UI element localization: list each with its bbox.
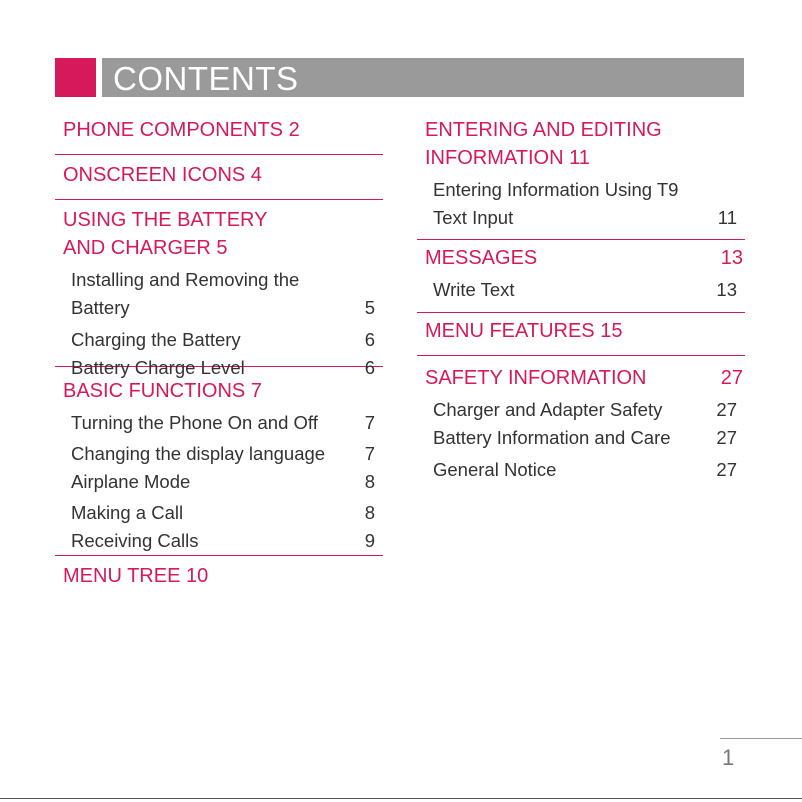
toc-item-list: [55, 262, 383, 382]
toc-section: [55, 108, 383, 155]
toc-section-page: 27: [720, 367, 743, 389]
toc-section-title[interactable]: [417, 240, 745, 272]
toc-item[interactable]: [71, 468, 375, 496]
toc-section: [417, 356, 745, 484]
toc-item-list: [55, 405, 383, 555]
toc-item-label: Installing and Removing the Battery: [71, 269, 300, 318]
toc-section-page: 13: [720, 247, 743, 269]
toc-section: [55, 200, 383, 378]
toc-section-title[interactable]: [417, 108, 675, 172]
toc-section-title-text: PHONE COMPONENTS 2: [63, 119, 300, 141]
toc-column-left: [55, 108, 383, 590]
toc-item-list: [417, 272, 745, 304]
toc-section-title-text: ONSCREEN ICONS 4: [63, 164, 262, 186]
header-accent-square: [55, 58, 96, 97]
toc-item-page: 9: [364, 530, 375, 551]
toc-section-title[interactable]: [417, 313, 745, 345]
toc-section: [55, 556, 383, 590]
toc-section-title[interactable]: [417, 356, 745, 392]
toc-item-page: 27: [716, 459, 737, 480]
toc-item-label: Turning the Phone On and Off: [71, 412, 318, 433]
toc-section-title[interactable]: [55, 155, 383, 189]
header-bar: [102, 58, 744, 97]
toc-section-title-text: MESSAGES: [425, 247, 538, 269]
toc-item[interactable]: [71, 527, 375, 555]
toc-column-right: [417, 108, 745, 484]
toc-item-label: Battery Information and Care: [433, 427, 671, 448]
toc-section-title[interactable]: [55, 200, 313, 262]
toc-item-label: General Notice: [433, 459, 557, 480]
toc-item-label: Write Text: [433, 279, 515, 300]
toc-item-label: Battery Charge Level: [71, 357, 245, 378]
page-number: 1: [722, 745, 735, 770]
toc-section: [417, 313, 745, 356]
toc-item-page: 8: [364, 471, 375, 492]
toc-section-title-text: MENU FEATURES 15: [425, 320, 623, 342]
toc-item-page: 6: [364, 329, 375, 350]
toc-section: [417, 240, 745, 313]
bottom-border: [0, 798, 802, 799]
toc-item[interactable]: [433, 456, 737, 484]
toc-item-label: Changing the display language: [71, 443, 326, 464]
toc-section-title[interactable]: [55, 108, 383, 144]
toc-section: [417, 108, 745, 240]
page-title: CONTENTS: [113, 60, 299, 97]
toc-item-page: 8: [364, 502, 375, 523]
page-number-rule: [720, 738, 802, 739]
toc-section-title[interactable]: [55, 556, 383, 590]
toc-section-title-text: SAFETY INFORMATION: [425, 367, 647, 389]
toc-section-title-text: MENU TREE 10: [63, 565, 209, 587]
toc-item-page: 13: [716, 279, 737, 300]
toc-item-page: 27: [716, 427, 737, 448]
toc-item[interactable]: [71, 326, 375, 354]
toc-section-title-text: ENTERING AND EDITING INFORMATION 11: [425, 119, 662, 169]
toc-section-title-text: USING THE BATTERY AND CHARGER 5: [63, 209, 268, 259]
toc-item-label: Receiving Calls: [71, 530, 199, 551]
toc-item[interactable]: [71, 499, 375, 527]
toc-item-label: Airplane Mode: [71, 471, 191, 492]
toc-item-list: [417, 392, 745, 484]
toc-item-page: 11: [717, 207, 737, 228]
toc-item[interactable]: [71, 409, 375, 437]
toc-item-label: Entering Information Using T9 Text Input: [433, 179, 679, 228]
toc-section: [55, 367, 383, 556]
toc-item[interactable]: [71, 440, 375, 468]
toc-item-label: Making a Call: [71, 502, 184, 523]
toc-item[interactable]: [71, 266, 375, 322]
toc-section-title-text: BASIC FUNCTIONS 7: [63, 380, 262, 402]
toc-item[interactable]: [433, 176, 737, 232]
toc-item[interactable]: [433, 396, 737, 424]
toc-item-page: 7: [364, 412, 375, 433]
toc-item-list: [417, 172, 745, 232]
toc-item-page: 6: [364, 357, 375, 378]
toc-item[interactable]: [433, 276, 737, 304]
toc-item-label: Charging the Battery: [71, 329, 241, 350]
toc-section: [55, 155, 383, 200]
toc-item-page: 5: [364, 297, 375, 318]
toc-item[interactable]: [433, 424, 737, 452]
toc-item-page: 7: [364, 443, 375, 464]
toc-item-label: Charger and Adapter Safety: [433, 399, 663, 420]
toc-item-page: 27: [716, 399, 737, 420]
